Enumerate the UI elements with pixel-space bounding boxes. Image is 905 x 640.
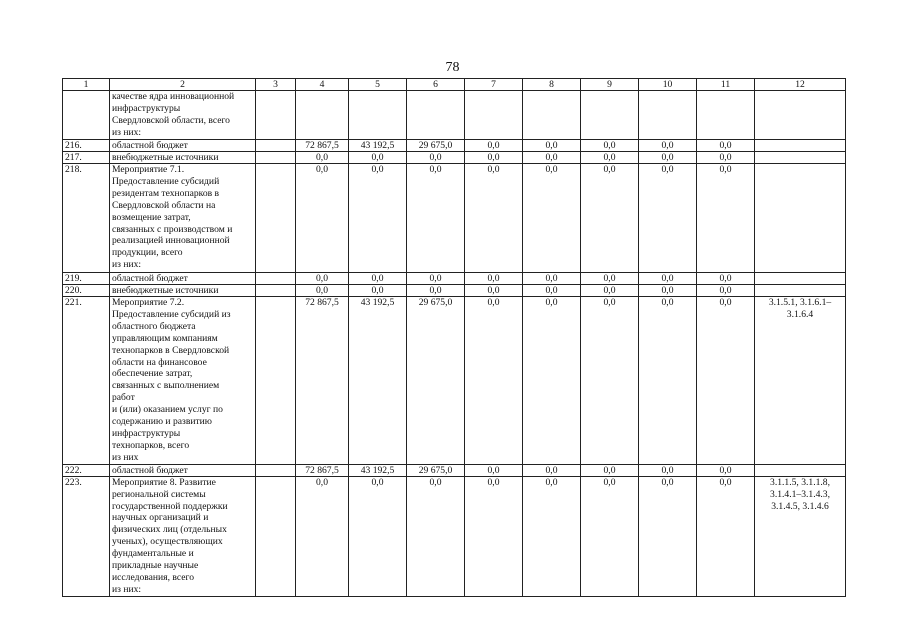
table-body: [63, 79, 846, 597]
value-cell: 0,0: [465, 140, 523, 152]
value-cell: 0,0: [639, 297, 697, 465]
value-cell: 0,0: [697, 464, 755, 476]
value-cell: 0,0: [639, 464, 697, 476]
column-3-cell: [256, 476, 296, 596]
row-number-cell: 221.: [63, 297, 110, 465]
target-ref-cell: [755, 285, 846, 297]
value-cell: [639, 91, 697, 140]
value-cell: 43 192,5: [349, 464, 407, 476]
row-number-cell: 223.: [63, 476, 110, 596]
value-cell: 0,0: [407, 273, 465, 285]
value-cell: 0,0: [465, 476, 523, 596]
column-3-cell: [256, 464, 296, 476]
row-number-cell: 219.: [63, 273, 110, 285]
value-cell: 0,0: [697, 140, 755, 152]
description-cell: Мероприятие 7.2. Предоставление субсидий из областного бюджета управляющим компаниям технопарков в Свердловской области на финансовое обеспечение затрат, связанных с выполнением работ и (или) оказанием услуг по содержанию и развитию инфраструктуры технопарков, всего из них: [110, 297, 256, 465]
value-cell: 0,0: [581, 152, 639, 164]
target-ref-cell: [755, 91, 846, 140]
column-3-cell: [256, 91, 296, 140]
column-3-cell: [256, 297, 296, 465]
value-cell: 0,0: [523, 164, 581, 273]
table-row: [63, 285, 846, 297]
description-cell: Мероприятие 8. Развитие региональной системы государственной поддержки научных организаций и физических лиц (отдельных ученых), осуществляющих фундаментальные и прикладные научные исследования, всего из них:: [110, 476, 256, 596]
value-cell: 0,0: [581, 297, 639, 465]
table-row: [63, 297, 846, 465]
row-number-cell: 217.: [63, 152, 110, 164]
value-cell: [407, 91, 465, 140]
value-cell: 0,0: [296, 273, 349, 285]
value-cell: 0,0: [523, 476, 581, 596]
description-cell: внебюджетные источники: [110, 152, 256, 164]
description-cell: Мероприятие 7.1. Предоставление субсидий резидентам технопарков в Свердловской области на возмещение затрат, связанных с производством и реализацией инновационной продукции, всего из них:: [110, 164, 256, 273]
value-cell: 0,0: [523, 140, 581, 152]
value-cell: 0,0: [523, 285, 581, 297]
page-number: 78: [445, 60, 460, 75]
column-header: 10: [639, 79, 697, 91]
value-cell: 0,0: [523, 152, 581, 164]
value-cell: 0,0: [697, 297, 755, 465]
column-3-cell: [256, 140, 296, 152]
value-cell: 0,0: [349, 152, 407, 164]
table-row: [63, 91, 846, 140]
value-cell: 0,0: [697, 273, 755, 285]
row-number-cell: 218.: [63, 164, 110, 273]
row-number-cell: 216.: [63, 140, 110, 152]
target-ref-cell: 3.1.1.5, 3.1.1.8, 3.1.4.1–3.1.4.3, 3.1.4.5, 3.1.4.6: [755, 476, 846, 596]
value-cell: 0,0: [349, 285, 407, 297]
description-cell: качестве ядра инновационной инфраструктуры Свердловской области, всего из них:: [110, 91, 256, 140]
value-cell: 0,0: [465, 273, 523, 285]
value-cell: [296, 91, 349, 140]
value-cell: 0,0: [639, 476, 697, 596]
value-cell: 0,0: [523, 464, 581, 476]
value-cell: 0,0: [407, 476, 465, 596]
value-cell: 0,0: [465, 152, 523, 164]
target-ref-cell: [755, 464, 846, 476]
value-cell: 0,0: [465, 464, 523, 476]
value-cell: 72 867,5: [296, 140, 349, 152]
value-cell: [697, 91, 755, 140]
row-number-cell: 222.: [63, 464, 110, 476]
target-ref-cell: 3.1.5.1, 3.1.6.1–3.1.6.4: [755, 297, 846, 465]
value-cell: 0,0: [523, 297, 581, 465]
value-cell: 43 192,5: [349, 297, 407, 465]
target-ref-cell: [755, 152, 846, 164]
value-cell: 0,0: [296, 164, 349, 273]
value-cell: 0,0: [407, 285, 465, 297]
column-3-cell: [256, 152, 296, 164]
value-cell: 0,0: [639, 152, 697, 164]
value-cell: 0,0: [581, 164, 639, 273]
value-cell: 72 867,5: [296, 464, 349, 476]
value-cell: 0,0: [465, 297, 523, 465]
value-cell: 0,0: [349, 164, 407, 273]
target-ref-cell: [755, 140, 846, 152]
value-cell: [465, 91, 523, 140]
value-cell: 43 192,5: [349, 140, 407, 152]
value-cell: 0,0: [523, 273, 581, 285]
column-header: 7: [465, 79, 523, 91]
table-row: [63, 273, 846, 285]
value-cell: 0,0: [639, 164, 697, 273]
table-header-row: [63, 79, 846, 91]
description-cell: внебюджетные источники: [110, 285, 256, 297]
value-cell: 0,0: [581, 464, 639, 476]
column-header: 3: [256, 79, 296, 91]
value-cell: 0,0: [581, 140, 639, 152]
value-cell: 29 675,0: [407, 464, 465, 476]
column-header: 6: [407, 79, 465, 91]
value-cell: 0,0: [581, 476, 639, 596]
value-cell: [349, 91, 407, 140]
value-cell: 0,0: [407, 152, 465, 164]
value-cell: 0,0: [465, 164, 523, 273]
column-3-cell: [256, 285, 296, 297]
table-row: [63, 152, 846, 164]
value-cell: [581, 91, 639, 140]
value-cell: 0,0: [296, 285, 349, 297]
column-header: 11: [697, 79, 755, 91]
value-cell: 29 675,0: [407, 297, 465, 465]
table-row: [63, 164, 846, 273]
row-number-cell: 220.: [63, 285, 110, 297]
column-header: 4: [296, 79, 349, 91]
table-row: [63, 140, 846, 152]
table-row: [63, 476, 846, 596]
column-header: 8: [523, 79, 581, 91]
column-3-cell: [256, 164, 296, 273]
value-cell: 0,0: [697, 164, 755, 273]
value-cell: 0,0: [639, 273, 697, 285]
value-cell: 0,0: [639, 285, 697, 297]
value-cell: 0,0: [349, 273, 407, 285]
column-header: 9: [581, 79, 639, 91]
table-row: [63, 464, 846, 476]
value-cell: 0,0: [639, 140, 697, 152]
value-cell: [523, 91, 581, 140]
value-cell: 0,0: [697, 152, 755, 164]
column-3-cell: [256, 273, 296, 285]
description-cell: областной бюджет: [110, 464, 256, 476]
value-cell: 0,0: [296, 476, 349, 596]
column-header: 1: [63, 79, 110, 91]
value-cell: 0,0: [349, 476, 407, 596]
row-number-cell: [63, 91, 110, 140]
column-header: 5: [349, 79, 407, 91]
value-cell: 29 675,0: [407, 140, 465, 152]
value-cell: 0,0: [407, 164, 465, 273]
target-ref-cell: [755, 164, 846, 273]
value-cell: 0,0: [465, 285, 523, 297]
value-cell: 0,0: [581, 273, 639, 285]
value-cell: 72 867,5: [296, 297, 349, 465]
value-cell: 0,0: [697, 476, 755, 596]
value-cell: 0,0: [581, 285, 639, 297]
value-cell: 0,0: [697, 285, 755, 297]
description-cell: областной бюджет: [110, 273, 256, 285]
description-cell: областной бюджет: [110, 140, 256, 152]
budget-table: [62, 78, 846, 597]
target-ref-cell: [755, 273, 846, 285]
value-cell: 0,0: [296, 152, 349, 164]
column-header: 2: [110, 79, 256, 91]
column-header: 12: [755, 79, 846, 91]
